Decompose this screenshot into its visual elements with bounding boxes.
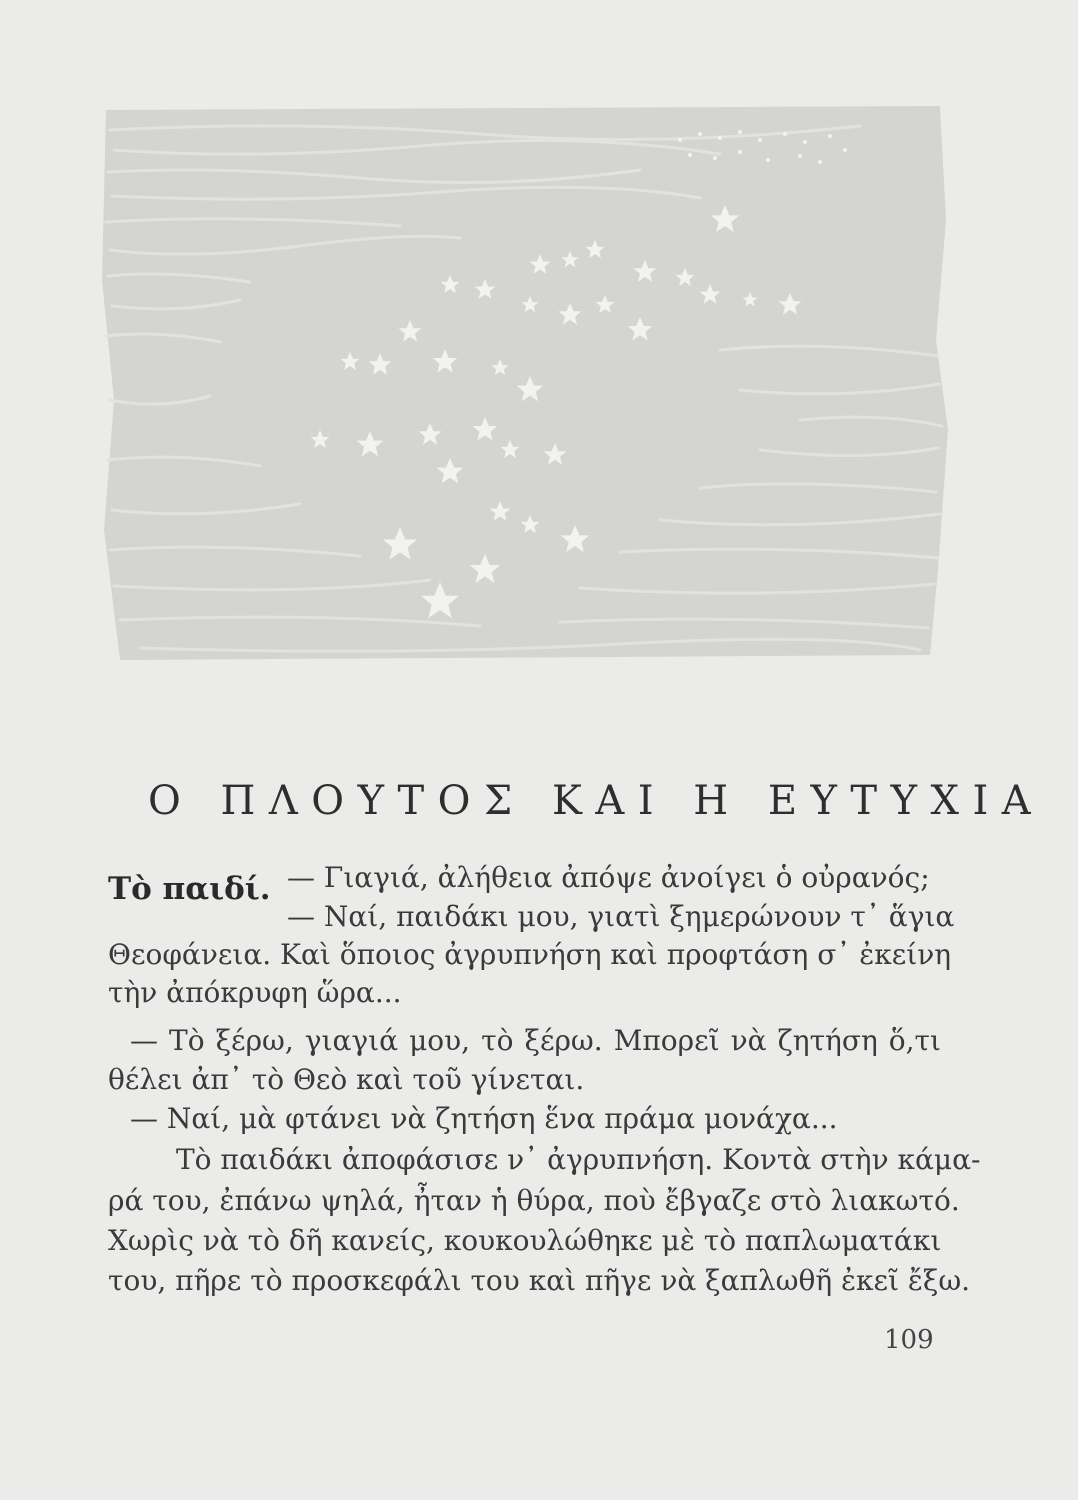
text-line: ρά του, ἐπάνω ψηλά, ἦταν ἡ θύρα, ποὺ ἔβγαζε στὸ λιακωτό. <box>108 1184 960 1217</box>
text-line: Θεοφάνεια. Καὶ ὅποιος ἀγρυπνήση καὶ προφτάση σ᾿ ἐκείνη <box>108 938 952 971</box>
text-line: — Τὸ ξέρω, γιαγιά μου, τὸ ξέρω. Μπορεῖ νὰ ζητήση ὅ,τι <box>130 1024 941 1057</box>
text-line: Χωρὶς νὰ τὸ δῆ κανείς, κουκουλώθηκε μὲ τὸ παπλωματάκι <box>108 1224 942 1257</box>
text-line: θέλει ἀπ᾿ τὸ Θεὸ καὶ τοῦ γίνεται. <box>108 1063 585 1096</box>
text-line: Τὸ παιδάκι ἀποφάσισε ν᾿ ἀγρυπνήση. Κοντὰ στὴν κάμα- <box>176 1143 981 1176</box>
text-line: τὴν ἀπόκρυφη ὥρα... <box>108 976 402 1009</box>
text-line: — Γιαγιά, ἀλήθεια ἀπόψε ἀνοίγει ὁ οὐρανός; <box>287 861 930 894</box>
page-number: 109 <box>884 1325 934 1355</box>
text-line: — Ναί, παιδάκι μου, γιατὶ ξημερώνουν τ᾿ ἅγια <box>287 900 955 933</box>
star-sky-illustration <box>100 100 950 665</box>
chapter-title: Ο ΠΛΟΥΤΟΣ ΚΑΙ Η ΕΥΤΥΧΙΑ <box>148 778 1045 824</box>
text-line: του, πῆρε τὸ προσκεφάλι του καὶ πῆγε νὰ ξαπλωθῆ ἐκεῖ ἔξω. <box>108 1264 971 1297</box>
speaker-label: Τὸ παιδί. <box>108 871 271 907</box>
text-line: — Ναί, μὰ φτάνει νὰ ζητήση ἕνα πράμα μονάχα... <box>130 1102 838 1135</box>
